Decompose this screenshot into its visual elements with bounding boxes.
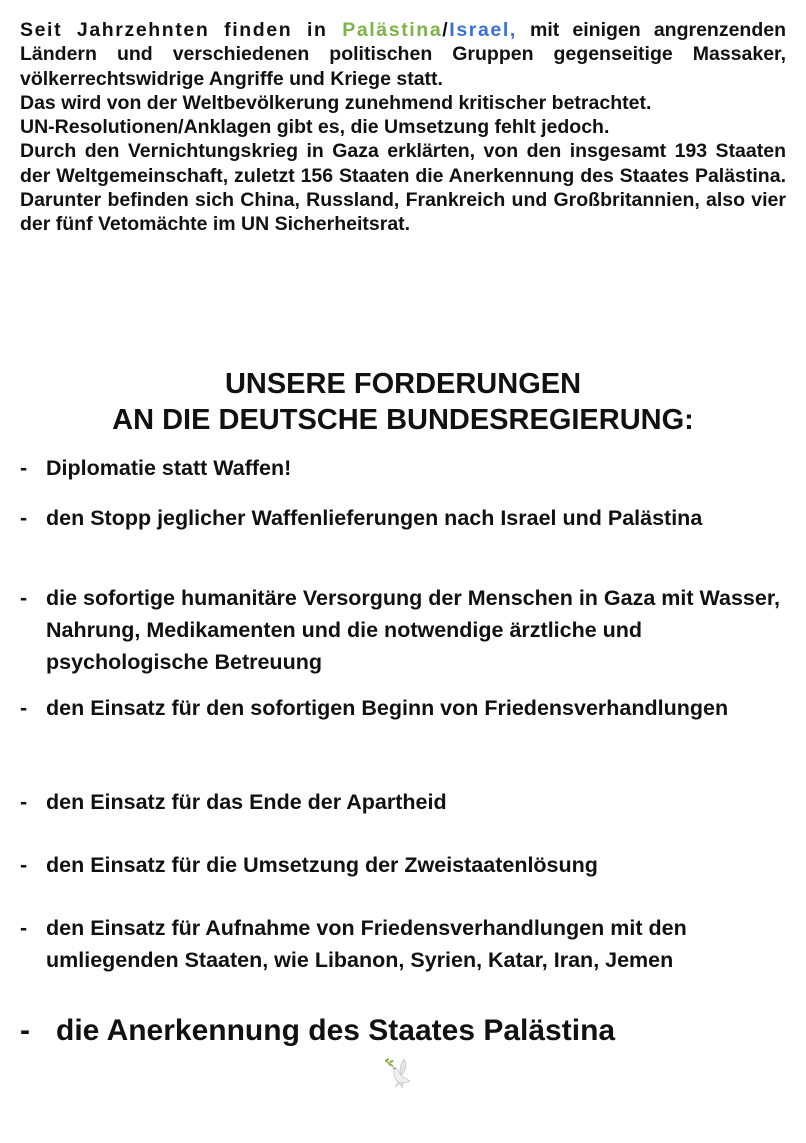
bullet-dash: - xyxy=(20,916,28,940)
bullet-dash: - xyxy=(20,456,28,480)
bullet-dash: - xyxy=(20,586,28,610)
heading-line-1: UNSERE FORDERUNGEN xyxy=(224,368,582,400)
slash: / xyxy=(442,19,450,41)
intro-line1-suffix: mit einigen angrenzenden Ländern und verschiedenen politischen Gruppen gegenseitige Massaker, völkerrechtswidrige Angriffe und Kriege statt. xyxy=(20,19,787,90)
bullet-dash: - xyxy=(20,506,28,530)
bullet-dash: - xyxy=(20,1014,30,1047)
demand-item xyxy=(20,692,786,724)
final-demand-text: die Anerkennung des Staates Palästina xyxy=(56,1014,616,1047)
intro-paragraph-4: Durch den Vernichtungskrieg in Gaza erklärten, von den insgesamt 193 Staaten der Weltgemeinschaft, zuletzt 156 Staaten die Anerkennung des Staates Palästina. Darunter befinden sich China, Russland, Frankreich und Großbritannien, also vier der fünf Vetomächte im UN Sicherheitsrat. xyxy=(20,140,786,236)
heading-line-2: AN DIE DEUTSCHE BUNDESREGIERUNG: xyxy=(112,404,694,436)
demand-text: den Einsatz für die Umsetzung der Zweistaatenlösung xyxy=(46,853,598,877)
bullet-dash: - xyxy=(20,790,28,814)
demand-item xyxy=(20,582,786,678)
demand-item xyxy=(20,452,786,484)
demand-item xyxy=(20,912,786,976)
bullet-dash: - xyxy=(20,696,28,720)
palaestina-highlight: Palästina xyxy=(342,19,443,41)
demand-text: den Einsatz für das Ende der Apartheid xyxy=(46,790,447,814)
intro-line1-prefix: Seit Jahrzehnten finden in xyxy=(20,19,343,41)
dove-icon xyxy=(382,1055,418,1089)
demand-text: den Einsatz für den sofortigen Beginn von Friedensverhandlungen xyxy=(46,696,729,720)
intro-text xyxy=(20,18,786,237)
demand-item xyxy=(20,786,786,818)
demand-text: den Einsatz für Aufnahme von Friedensverhandlungen mit den umliegenden Staaten, wie Libanon, Syrien, Katar, Iran, Jemen xyxy=(46,916,687,972)
bullet-dash: - xyxy=(20,853,28,877)
final-demand xyxy=(20,1011,786,1051)
demands-heading xyxy=(0,366,806,438)
israel-highlight: Israel, xyxy=(449,19,517,41)
intro-paragraph-1 xyxy=(20,18,786,91)
demand-item xyxy=(20,849,786,881)
intro-paragraph-3: UN-Resolutionen/Anklagen gibt es, die Umsetzung fehlt jedoch. xyxy=(20,116,610,139)
demand-text: den Stopp jeglicher Waffenlieferungen nach Israel und Palästina xyxy=(46,506,703,530)
demand-text: Diplomatie statt Waffen! xyxy=(46,456,292,480)
demand-text: die sofortige humanitäre Versorgung der Menschen in Gaza mit Wasser, Nahrung, Medikamenten und die notwendige ärztliche und psychologische Betreuung xyxy=(46,586,780,674)
demand-item xyxy=(20,502,786,534)
intro-paragraph-2: Das wird von der Weltbevölkerung zunehmend kritischer betrachtet. xyxy=(20,91,652,114)
